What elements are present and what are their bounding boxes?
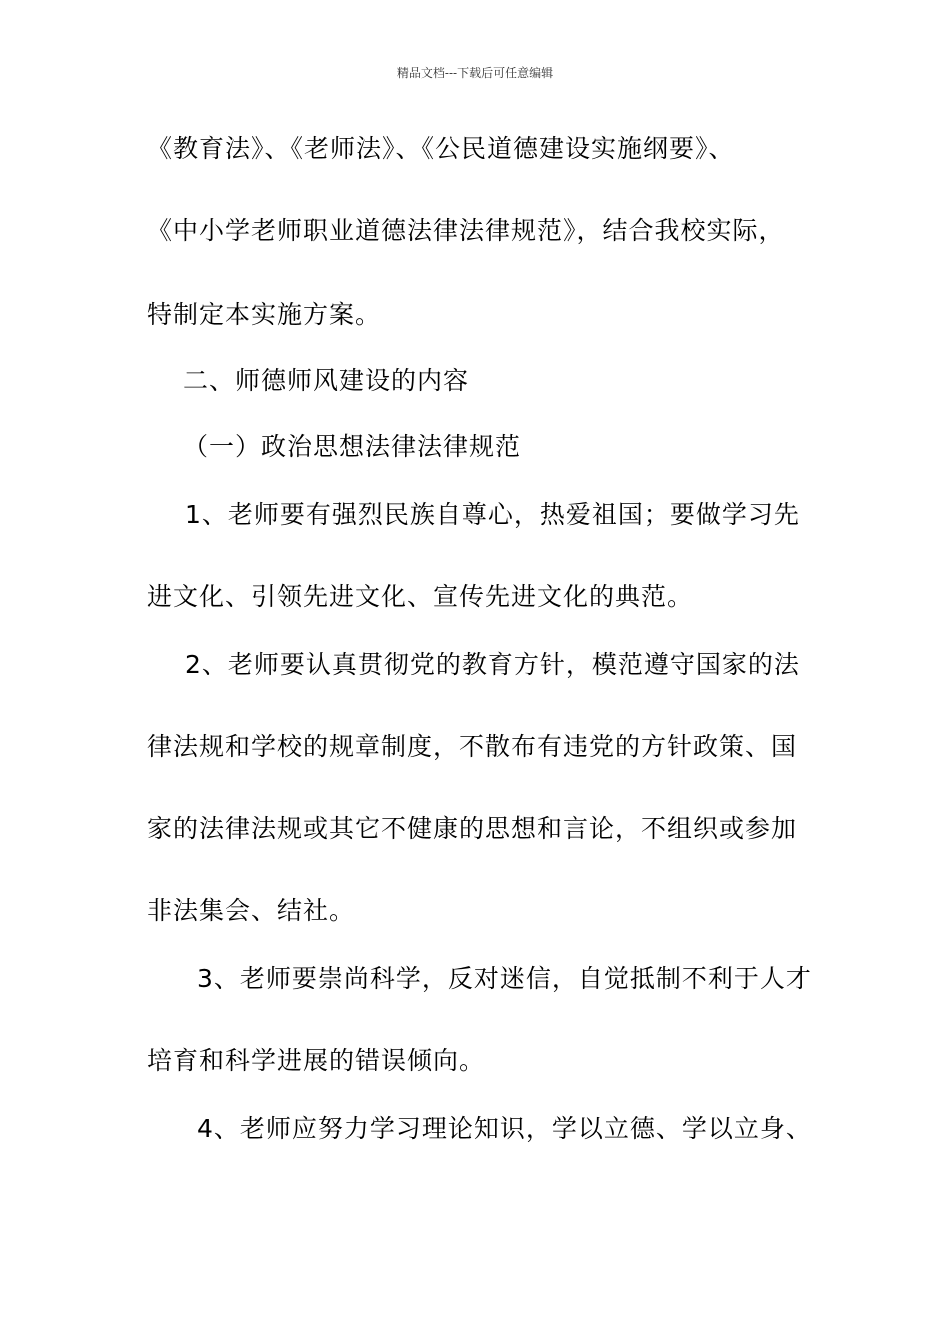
text-line-8: 2、老师要认真贯彻党的教育方针，模范遵守国家的法 [185,650,800,679]
text-line-6: 1、老师要有强烈民族自尊心，热爱祖国；要做学习先 [185,500,800,529]
subsection-heading: （一）政治思想法律法律规范 [183,432,522,461]
text-line-1: 《教育法》、《老师法》、《公民道德建设实施纲要》、 [147,134,735,163]
text-line-2: 《中小学老师职业道德法律法律规范》，结合我校实际， [147,216,785,245]
text-line-14: 4、老师应努力学习理论知识，学以立德、学以立身、 [197,1114,812,1143]
text-line-7: 进文化、引领先进文化、宣传先进文化的典范。 [147,582,694,611]
text-line-3: 特制定本实施方案。 [147,300,382,329]
text-line-13: 培育和科学进展的错误倾向。 [147,1046,486,1075]
text-line-9: 律法规和学校的规章制度，不散布有违党的方针政策、国 [147,732,798,761]
section-heading: 二、师德师风建设的内容 [183,366,470,395]
page-header: 精品文档---下载后可任意编辑 [396,66,554,80]
text-line-11: 非法集会、结社。 [147,896,356,925]
text-line-12: 3、老师要崇尚科学，反对迷信，自觉抵制不利于人才 [197,964,812,993]
text-line-10: 家的法律法规或其它不健康的思想和言论，不组织或参加 [147,814,798,843]
